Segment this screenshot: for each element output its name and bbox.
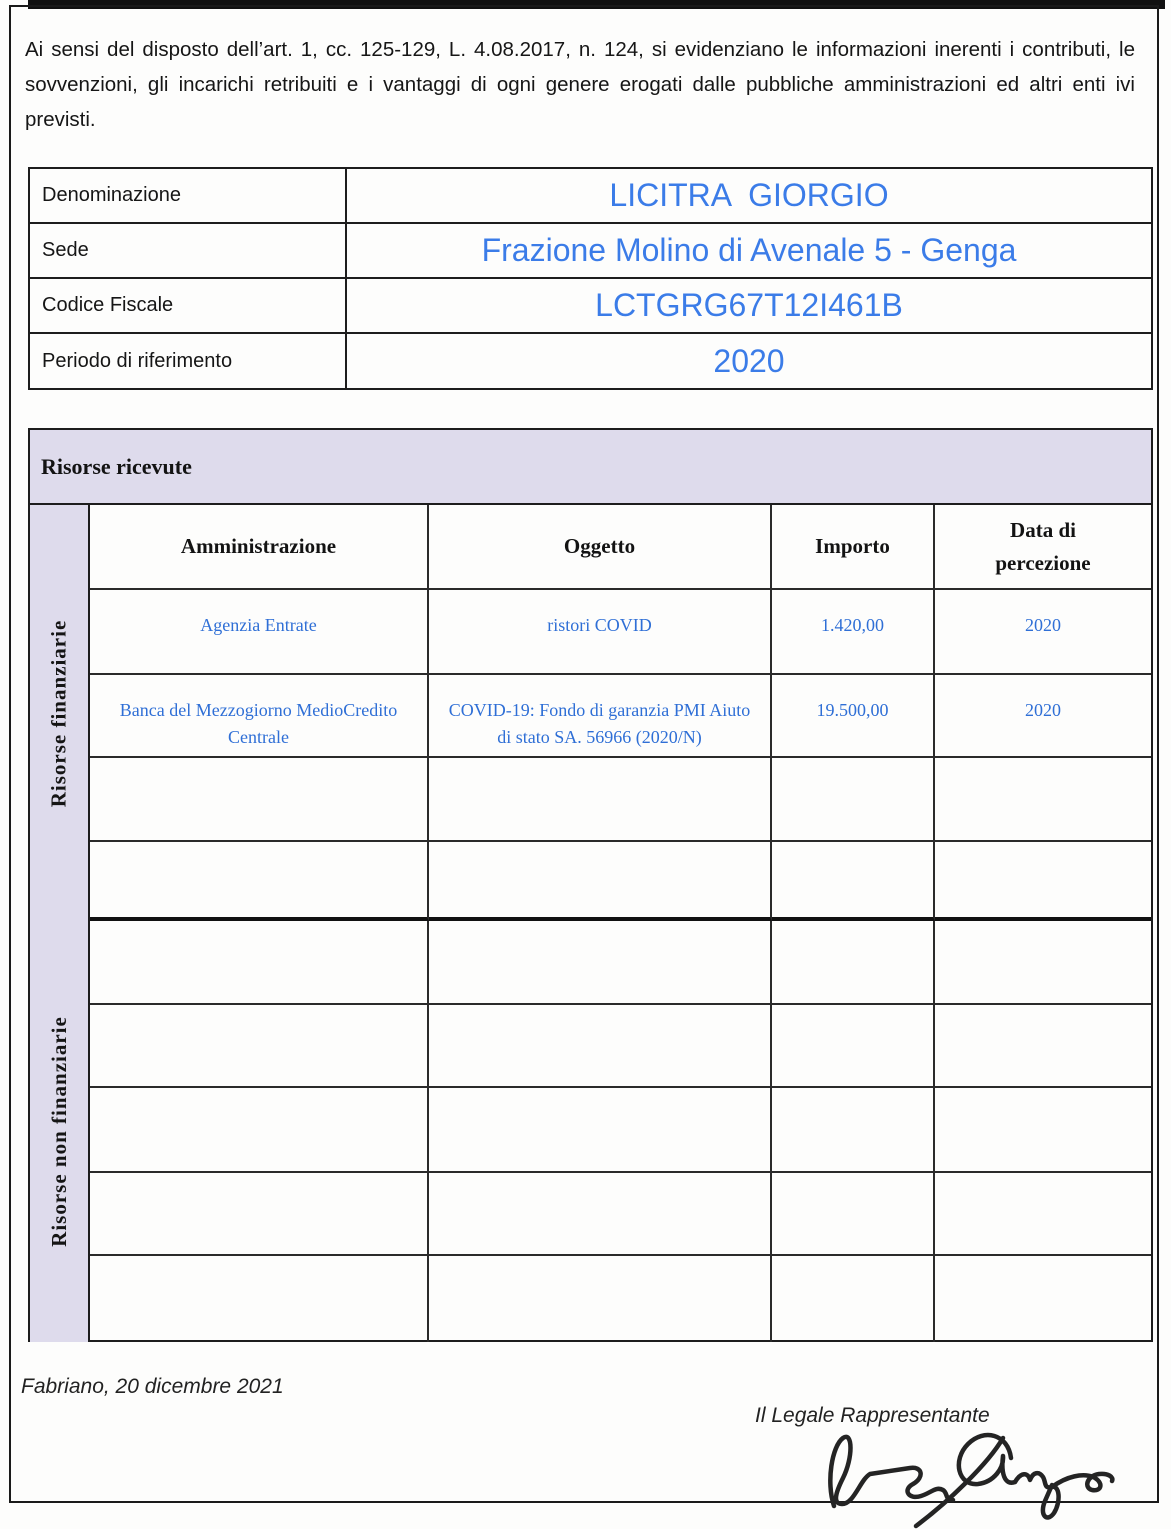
entity-info-table	[28, 167, 1153, 390]
empty-cell	[935, 758, 1151, 842]
empty-cell	[935, 921, 1151, 1005]
empty-cell	[935, 1088, 1151, 1173]
empty-cell	[935, 1173, 1151, 1256]
resources-table	[30, 505, 1151, 1342]
signer-title: Il Legale Rappresentante	[755, 1404, 990, 1427]
empty-cell	[772, 1256, 935, 1342]
info-label-denominazione: Denominazione	[30, 169, 347, 224]
empty-cell	[90, 1005, 429, 1088]
empty-cell	[935, 1256, 1151, 1342]
empty-cell	[429, 842, 772, 921]
empty-cell	[429, 921, 772, 1005]
info-value-denominazione: LICITRA GIORGIO	[347, 169, 1151, 224]
row-cell: Banca del Mezzogiorno MedioCredito Centrale	[90, 675, 429, 758]
row-cell: 2020	[935, 590, 1151, 675]
empty-cell	[90, 1256, 429, 1342]
info-label-codice-fiscale: Codice Fiscale	[30, 279, 347, 334]
place-date: Fabriano, 20 dicembre 2021	[21, 1375, 284, 1398]
handwritten-signature	[812, 1416, 1142, 1529]
resources-title: Risorse ricevute	[30, 430, 1151, 505]
col-header-data-percezione: Data di percezione	[935, 505, 1151, 590]
info-label-sede: Sede	[30, 224, 347, 279]
empty-cell	[772, 1088, 935, 1173]
group-non-financial-label: Risorse non finanziarie	[46, 1016, 71, 1247]
col-header-oggetto: Oggetto	[429, 505, 772, 590]
group-non-financial	[30, 921, 90, 1342]
empty-cell	[772, 921, 935, 1005]
empty-cell	[772, 1005, 935, 1088]
empty-cell	[935, 1005, 1151, 1088]
empty-cell	[935, 842, 1151, 921]
group-financial	[30, 505, 90, 921]
row-cell: 19.500,00	[772, 675, 935, 758]
resources-section	[28, 428, 1153, 1342]
empty-cell	[90, 1173, 429, 1256]
row-cell: 2020	[935, 675, 1151, 758]
empty-cell	[772, 1173, 935, 1256]
row-cell: ristori COVID	[429, 590, 772, 675]
empty-cell	[90, 1088, 429, 1173]
group-financial-label: Risorse finanziarie	[46, 619, 71, 807]
row-cell: 1.420,00	[772, 590, 935, 675]
empty-cell	[429, 1256, 772, 1342]
row-cell: COVID-19: Fondo di garanzia PMI Aiuto di stato SA. 56966 (2020/N)	[429, 675, 772, 758]
intro-paragraph: Ai sensi del disposto dell’art. 1, cc. 125-129, L. 4.08.2017, n. 124, si evidenziano le informazioni inerenti i contributi, le sovvenzioni, gli incarichi retribuiti e i vantaggi di ogni genere erogati dalle pubbliche amministrazioni ed altri enti ivi previsti.	[25, 38, 1135, 131]
info-value-codice-fiscale: LCTGRG67T12I461B	[347, 279, 1151, 334]
empty-cell	[429, 1173, 772, 1256]
empty-cell	[90, 758, 429, 842]
empty-cell	[429, 1088, 772, 1173]
row-cell: Agenzia Entrate	[90, 590, 429, 675]
info-value-periodo: 2020	[713, 342, 785, 379]
empty-cell	[429, 758, 772, 842]
empty-cell	[772, 842, 935, 921]
empty-cell	[772, 758, 935, 842]
info-label-periodo: Periodo di riferimento	[30, 334, 347, 388]
empty-cell	[429, 1005, 772, 1088]
empty-cell	[90, 921, 429, 1005]
col-header-importo: Importo	[772, 505, 935, 590]
col-header-amministrazione: Amministrazione	[90, 505, 429, 590]
empty-cell	[90, 842, 429, 921]
info-value-sede: Frazione Molino di Avenale 5 - Genga	[347, 224, 1151, 279]
